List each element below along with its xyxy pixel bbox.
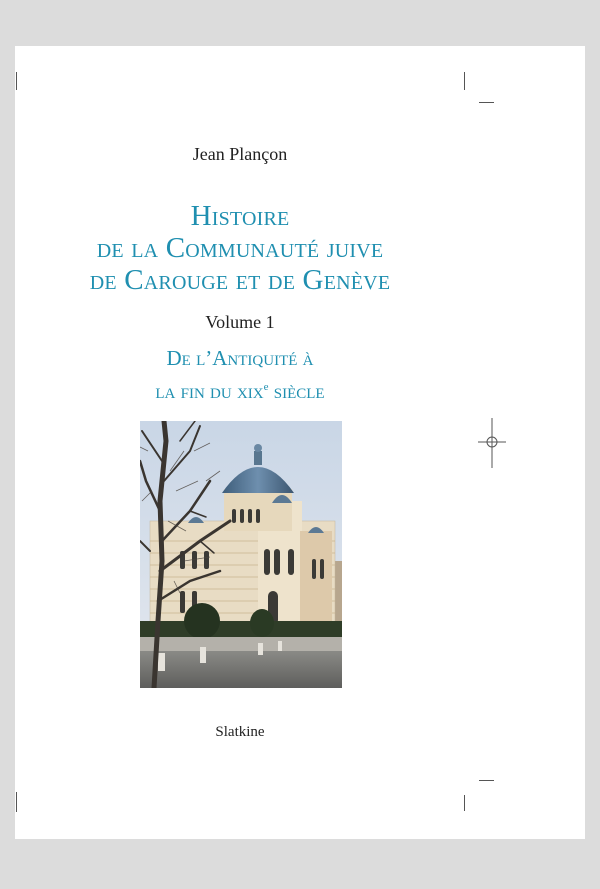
- registration-mark-icon: [478, 418, 506, 468]
- crop-mark-bottom-right-vertical: [464, 795, 465, 811]
- subtitle-superscript: e: [263, 381, 269, 393]
- crop-mark-bottom-left: [16, 792, 17, 812]
- crop-mark-top-right-horizontal: [479, 102, 494, 103]
- subtitle-line-2-text: la fin du xix: [155, 379, 264, 403]
- subtitle-line-2: [0, 373, 480, 406]
- subtitle-line-2-end: siècle: [268, 379, 325, 403]
- synagogue-photo: [140, 421, 342, 688]
- crop-mark-top-right-vertical: [464, 72, 465, 90]
- crop-mark-top-left: [16, 72, 17, 90]
- subtitle-line-1: De l’Antiquité à: [166, 346, 314, 370]
- publisher-name: Slatkine: [215, 724, 265, 740]
- title-line-1: Histoire: [190, 200, 290, 232]
- title-line-2: de la Communauté juive: [96, 232, 384, 264]
- book-title: [0, 200, 480, 296]
- subtitle: [0, 344, 480, 406]
- author-name: Jean Plançon: [192, 144, 288, 164]
- crop-mark-bottom-right-horizontal: [479, 780, 494, 781]
- volume-label: Volume 1: [205, 312, 275, 332]
- title-line-3: de Carouge et de Genève: [89, 264, 391, 296]
